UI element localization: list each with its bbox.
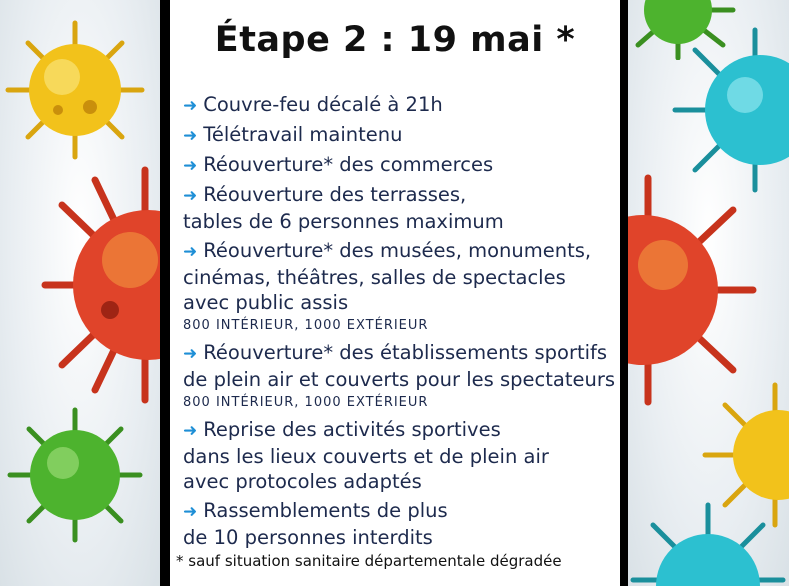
item-text: tables de 6 personnes maximum (183, 210, 504, 233)
item-text: Couvre-feu décalé à 21h (203, 93, 443, 116)
item-text: Rassemblements de plus (203, 499, 448, 522)
measures-list (183, 92, 623, 550)
arrow-right-icon: ➜ (183, 156, 198, 176)
page-title: Étape 2 : 19 mai * (214, 20, 576, 60)
virus-green-bottom-left-icon (5, 405, 145, 545)
item-text: de plein air et couverts pour les spectateurs (183, 368, 616, 391)
item-text: avec protocoles adaptés (183, 470, 422, 493)
item-text: Réouverture des terrasses, (203, 183, 467, 206)
list-item (183, 182, 623, 234)
list-item (183, 92, 623, 119)
item-text: Réouverture* des commerces (203, 153, 494, 176)
list-item (183, 498, 623, 550)
list-item (183, 417, 623, 494)
capacity-note: 800 INTÉRIEUR, 1000 EXTÉRIEUR (183, 395, 429, 410)
list-item (183, 152, 623, 179)
virus-red-left-icon (40, 160, 165, 410)
arrow-right-icon: ➜ (183, 502, 198, 522)
item-text: cinémas, théâtres, salles de spectacles (183, 266, 566, 289)
arrow-right-icon: ➜ (183, 421, 198, 441)
arrow-right-icon: ➜ (183, 126, 198, 146)
item-text: Télétravail maintenu (203, 123, 403, 146)
item-text: de 10 personnes interdits (183, 526, 433, 549)
arrow-right-icon: ➜ (183, 186, 198, 206)
list-item (183, 122, 623, 149)
item-text: avec public assis (183, 291, 349, 314)
list-item (183, 340, 623, 414)
arrow-right-icon: ➜ (183, 344, 198, 364)
virus-red-right-icon (628, 170, 758, 410)
capacity-note: 800 INTÉRIEUR, 1000 EXTÉRIEUR (183, 318, 429, 333)
arrow-right-icon: ➜ (183, 242, 198, 262)
list-item (183, 238, 623, 337)
footnote: * sauf situation sanitaire départementale dégradée (176, 552, 562, 570)
item-text: dans les lieux couverts et de plein air (183, 445, 549, 468)
arrow-right-icon: ➜ (183, 96, 198, 116)
virus-cyan-bottom-right-icon (628, 500, 789, 586)
item-text: Reprise des activités sportives (203, 418, 501, 441)
item-text: Réouverture* des musées, monuments, (203, 239, 592, 262)
virus-yellow-top-left-icon (0, 15, 150, 165)
item-text: Réouverture* des établissements sportifs (203, 341, 608, 364)
